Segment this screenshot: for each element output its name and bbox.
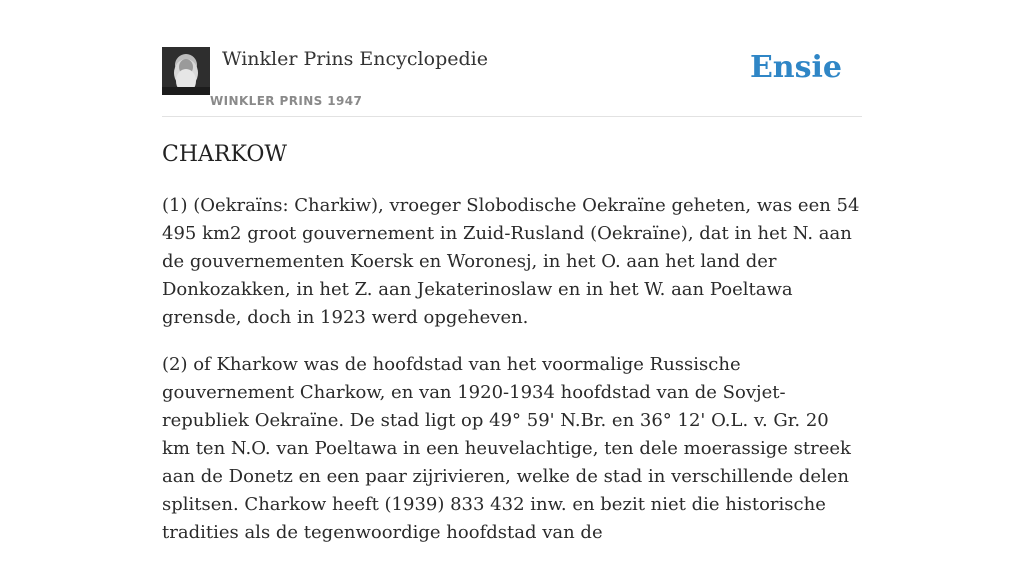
avatar[interactable]	[162, 47, 210, 95]
brand-logo-link[interactable]: Ensie	[749, 50, 842, 85]
article	[162, 140, 862, 566]
source-label: WINKLER PRINS 1947	[210, 94, 363, 108]
portrait-icon	[162, 47, 210, 95]
site-header	[162, 40, 862, 117]
site-title[interactable]: Winkler Prins Encyclopedie	[222, 48, 488, 70]
article-paragraph: (2) of Kharkow was de hoofdstad van het voormalige Russische gouvernement Charkow, en van 1920-1934 hoofdstad van de Sovjet-republiek Oekraïne. De stad ligt op 49° 59' N.Br. en 36° 12' O.L. v. Gr. 20 km ten N.O. van Poeltawa in een heuvelachtige, ten dele moerassige streek aan de Donetz en een paar zijrivieren, welke de stad in verschillende delen splitsen. Charkow heeft (1939) 833 432 inw. en bezit niet die historische tradities als de tegenwoordige hoofdstad van de	[162, 354, 851, 543]
article-paragraph: (1) (Oekraïns: Charkiw), vroeger Slobodische Oekraïne geheten, was een 54 495 km2 groot gouvernement in Zuid-Rusland (Oekraïne), dat in het N. aan de gouvernementen Koersk en Woronesj, in het O. aan het land der Donkozakken, in het Z. aan Jekaterinoslaw en in het W. aan Poeltawa grensde, doch in 1923 werd opgeheven.	[162, 195, 860, 328]
article-title: CHARKOW	[162, 142, 287, 167]
